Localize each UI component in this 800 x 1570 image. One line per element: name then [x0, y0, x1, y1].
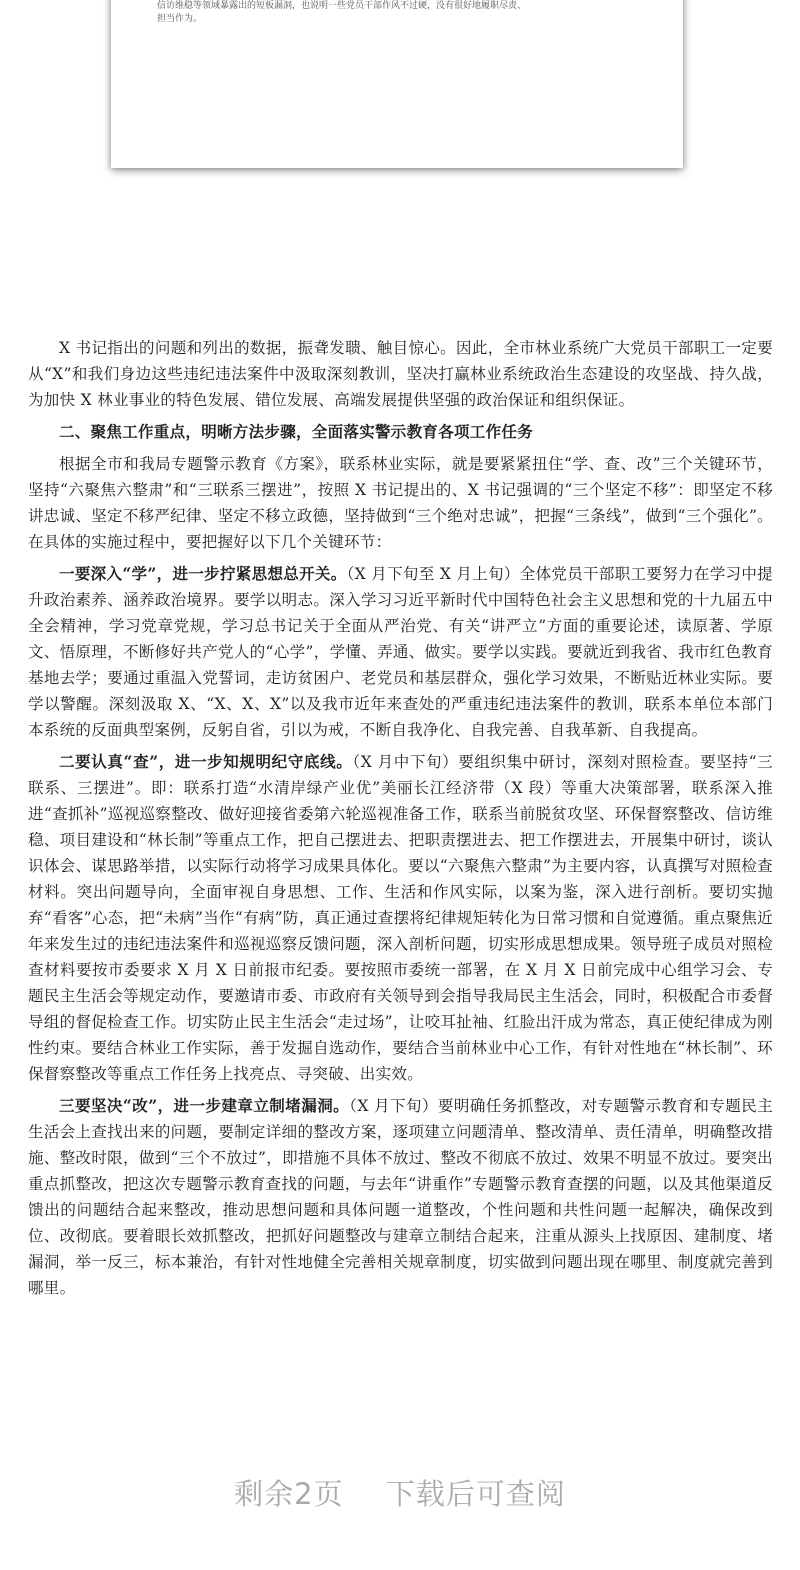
paragraph-lead: 三要坚决“改”，进一步建章立制堵漏洞。 [59, 1096, 350, 1115]
paragraph-text: X 书记指出的问题和列出的数据，振聋发聩、触目惊心。因此，全市林业系统广大党员干部职工一定要从“X”和我们身边这些违纪违法案件中汲取深刻教训，坚决打赢林业系统政治生态建设的攻坚战、持久战，为加快 X 林业事业的特色发展、错位发展、高端发展提供坚强的政治保证和组织保证。 [28, 339, 773, 409]
download-prompt[interactable] [0, 1472, 800, 1513]
previous-page-line: 担当作为。 [157, 14, 203, 24]
previous-page-text [157, 0, 657, 26]
paragraph-text: （X 月下旬至 X 月上旬）全体党员干部职工要努力在学习中提升政治素养、涵养政治境界。要学以明志。深入学习习近平新时代中国特色社会主义思想和党的十九届五中全会精神，学习党章党规，学习总书记关于全面从严治党、有关“讲严立”方面的重要论述，读原著、学原文、悟原理，不断修好共产党人的“心学”，学懂、弄通、做实。要学以实践。要就近到我省、我市红色教育基地去学；要通过重温入党誓词，走访贫困户、老党员和基层群众，强化学习效果，不断贴近林业实际。要学以警醒。深刻汲取 X、“X、X、X”以及我市近年来查处的严重违纪违法案件的教训，联系本单位本部门本系统的反面典型案例，反躬自省，引以为戒，不断自我净化、自我完善、自我革新、自我提高。 [28, 565, 773, 739]
paragraph-study [28, 561, 773, 743]
previous-page-card [111, 0, 683, 168]
paragraph-intro [28, 335, 773, 413]
heading-text: 二、聚焦工作重点，明晰方法步骤，全面落实警示教育各项工作任务 [59, 422, 534, 441]
section-heading-2 [28, 419, 773, 445]
download-to-view-label[interactable]: 下载后可查阅 [385, 1477, 566, 1511]
paragraph-text: （X 月下旬）要明确任务抓整改，对专题警示教育和专题民主生活会上查找出来的问题，要制定详细的整改方案，逐项建立问题清单、整改清单、责任清单，明确整改措施、整改时限，做到“三个不放过”，即措施不具体不放过、整改不彻底不放过、效果不明显不放过。要突出重点抓整改，把这次专题警示教育查找的问题，与去年“讲重作”专题警示教育查摆的问题，以及其他渠道反馈出的问题结合起来整改，推动思想问题和具体问题一道整改，个性问题和共性问题一起解决，确保改到位、改彻底。要着眼长效抓整改，把抓好问题整改与建章立制结合起来，注重从源头上找原因、建制度、堵漏洞，举一反三，标本兼治，有针对性地健全完善相关规章制度，切实做到问题出现在哪里、制度就完善到哪里。 [28, 1097, 773, 1297]
remaining-pages-label: 剩余2页 [234, 1477, 344, 1511]
paragraph-text: （X 月中下旬）要组织集中研讨，深刻对照检查。要坚持“三联系、三摆进”。即：联系打造“水清岸绿产业优”美丽长江经济带（X 段）等重大决策部署，联系深入推进“查抓补”巡视巡察整改、做好迎接省委第六轮巡视准备工作，联系当前脱贫攻坚、环保督察整改、信访维稳、项目建设和“林长制”等重点工作，把自己摆进去、把职责摆进去、把工作摆进去，开展集中研讨，谈认识体会、谋思路举措，以实际行动将学习成果具体化。要以“六聚焦六整肃”为主要内容，认真撰写对照检查材料。突出问题导向，全面审视自身思想、工作、生活和作风实际，以案为鉴，深入进行剖析。要切实抛弃“看客”心态，把“未病”当作“有病”防，真正通过查摆将纪律规矩转化为日常习惯和自觉遵循。重点聚焦近年来发生过的违纪违法案件和巡视巡察反馈问题，深入剖析问题，切实形成思想成果。领导班子成员对照检查材料要按市委要求 X 月 X 日前报市纪委。要按照市委统一部署，在 X 月 X 日前完成中心组学习会、专题民主生活会等规定动作，要邀请市委、市政府有关领导到会指导我局民主生活会，同时，积极配合市委督导组的督促检查工作。切实防止民主生活会“走过场”，让咬耳扯袖、红脸出汗成为常态，真正使纪律成为刚性约束。要结合林业工作实际，善于发掘自选动作，要结合当前林业中心工作，有针对性地在“林长制”、环保督察整改等重点工作任务上找亮点、寻突破、出实效。 [28, 753, 773, 1083]
previous-page-line: 信访维稳等领域暴露出的短板漏洞，也说明一些党员干部作风不过硬，没有很好地履职尽责、 [157, 1, 527, 11]
paragraph-plan [28, 451, 773, 555]
document-body [28, 335, 773, 1301]
paragraph-check [28, 749, 773, 1087]
paragraph-lead: 一要深入“学”，进一步拧紧思想总开关。 [59, 564, 347, 583]
paragraph-rectify [28, 1093, 773, 1301]
paragraph-lead: 二要认真“查”，进一步知规明纪守底线。 [59, 752, 353, 771]
paragraph-text: 根据全市和我局专题警示教育《方案》，联系林业实际，就是要紧紧扭住“学、查、改”三个关键环节，坚持“六聚焦六整肃”和“三联系三摆进”，按照 X 书记提出的、X 书记强调的“三个坚定不移”：即坚定不移讲忠诚、坚定不移严纪律、坚定不移立政德，坚持做到“三个绝对忠诚”，把握“三条线”，做到“三个强化”。在具体的实施过程中，要把握好以下几个关键环节： [28, 455, 773, 551]
